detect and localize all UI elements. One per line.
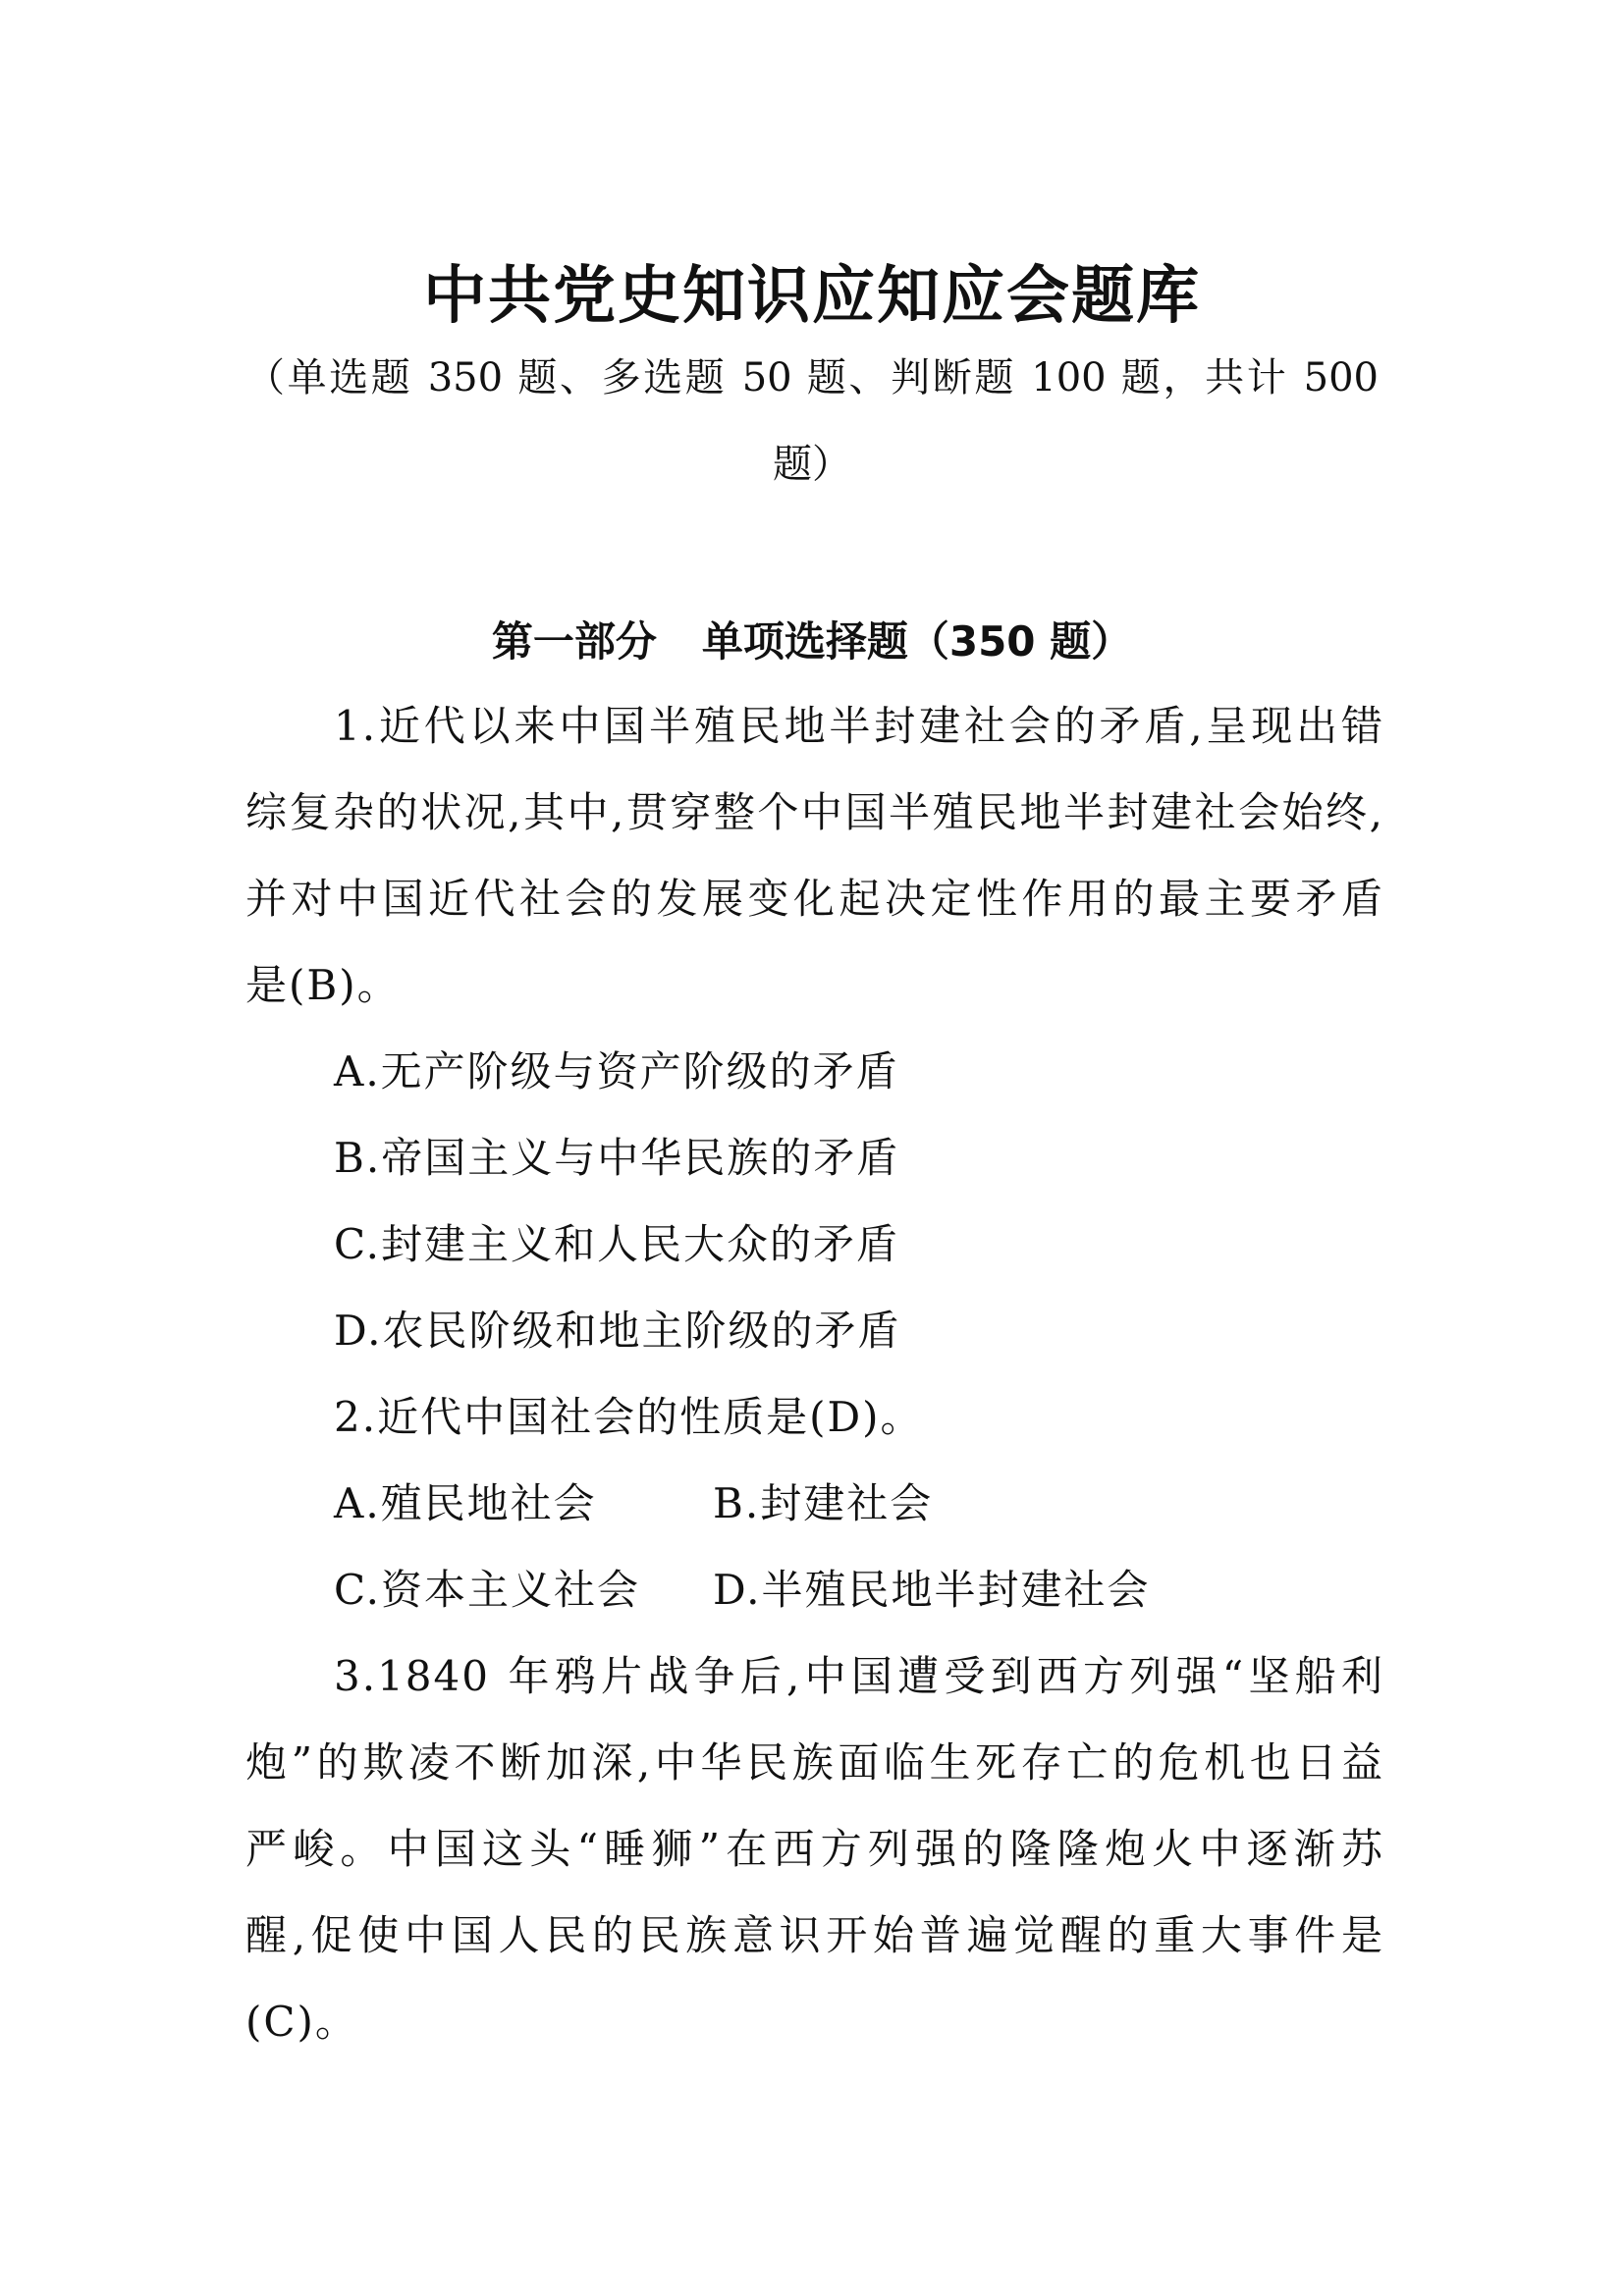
q1-option-c: C.封建主义和人民大众的矛盾	[334, 1220, 899, 1268]
subtitle-line-2: 题）	[773, 442, 851, 487]
q1-option-a: A.无产阶级与资产阶级的矛盾	[334, 1047, 899, 1095]
q2-line-1: 2.近代中国社会的性质是(D)。	[334, 1393, 924, 1441]
page-title: 中共党史知识应知应会题库	[423, 259, 1201, 333]
q3-line-3: 严峻。中国这头“睡狮”在西方列强的隆隆炮火中逐渐苏	[245, 1825, 1384, 1873]
section-name: 单项选择题（350 题）	[701, 617, 1133, 666]
q1-option-b: B.帝国主义与中华民族的矛盾	[334, 1134, 900, 1182]
q1-line-3: 并对中国近代社会的发展变化起决定性作用的最主要矛盾	[245, 875, 1384, 923]
q2-option-d: D.半殖民地半封建社会	[713, 1566, 1151, 1614]
q3-line-1: 3.1840 年鸦片战争后,中国遭受到西方列强“坚船利	[334, 1652, 1384, 1700]
q1-line-1: 1.近代以来中国半殖民地半封建社会的矛盾,呈现出错	[334, 702, 1384, 750]
q3-line-5: (C)。	[245, 1998, 358, 2046]
q1-line-4: 是(B)。	[245, 961, 401, 1009]
q3-line-2: 炮”的欺凌不断加深,中华民族面临生死存亡的危机也日益	[245, 1738, 1384, 1787]
section-heading	[0, 611, 1624, 673]
q2-option-b: B.封建社会	[713, 1479, 934, 1527]
q2-option-c: C.资本主义社会	[334, 1566, 640, 1614]
q3-line-4: 醒,促使中国人民的民族意识开始普遍觉醒的重大事件是	[245, 1911, 1384, 1959]
subtitle-line-1: （单选题 350 题、多选题 50 题、判断题 100 题，共计 500	[245, 355, 1379, 400]
q2-option-a: A.殖民地社会	[334, 1479, 597, 1527]
q1-option-d: D.农民阶级和地主阶级的矛盾	[334, 1307, 901, 1355]
section-part: 第一部分	[491, 617, 657, 666]
q1-line-2: 综复杂的状况,其中,贯穿整个中国半殖民地半封建社会始终,	[245, 788, 1384, 836]
